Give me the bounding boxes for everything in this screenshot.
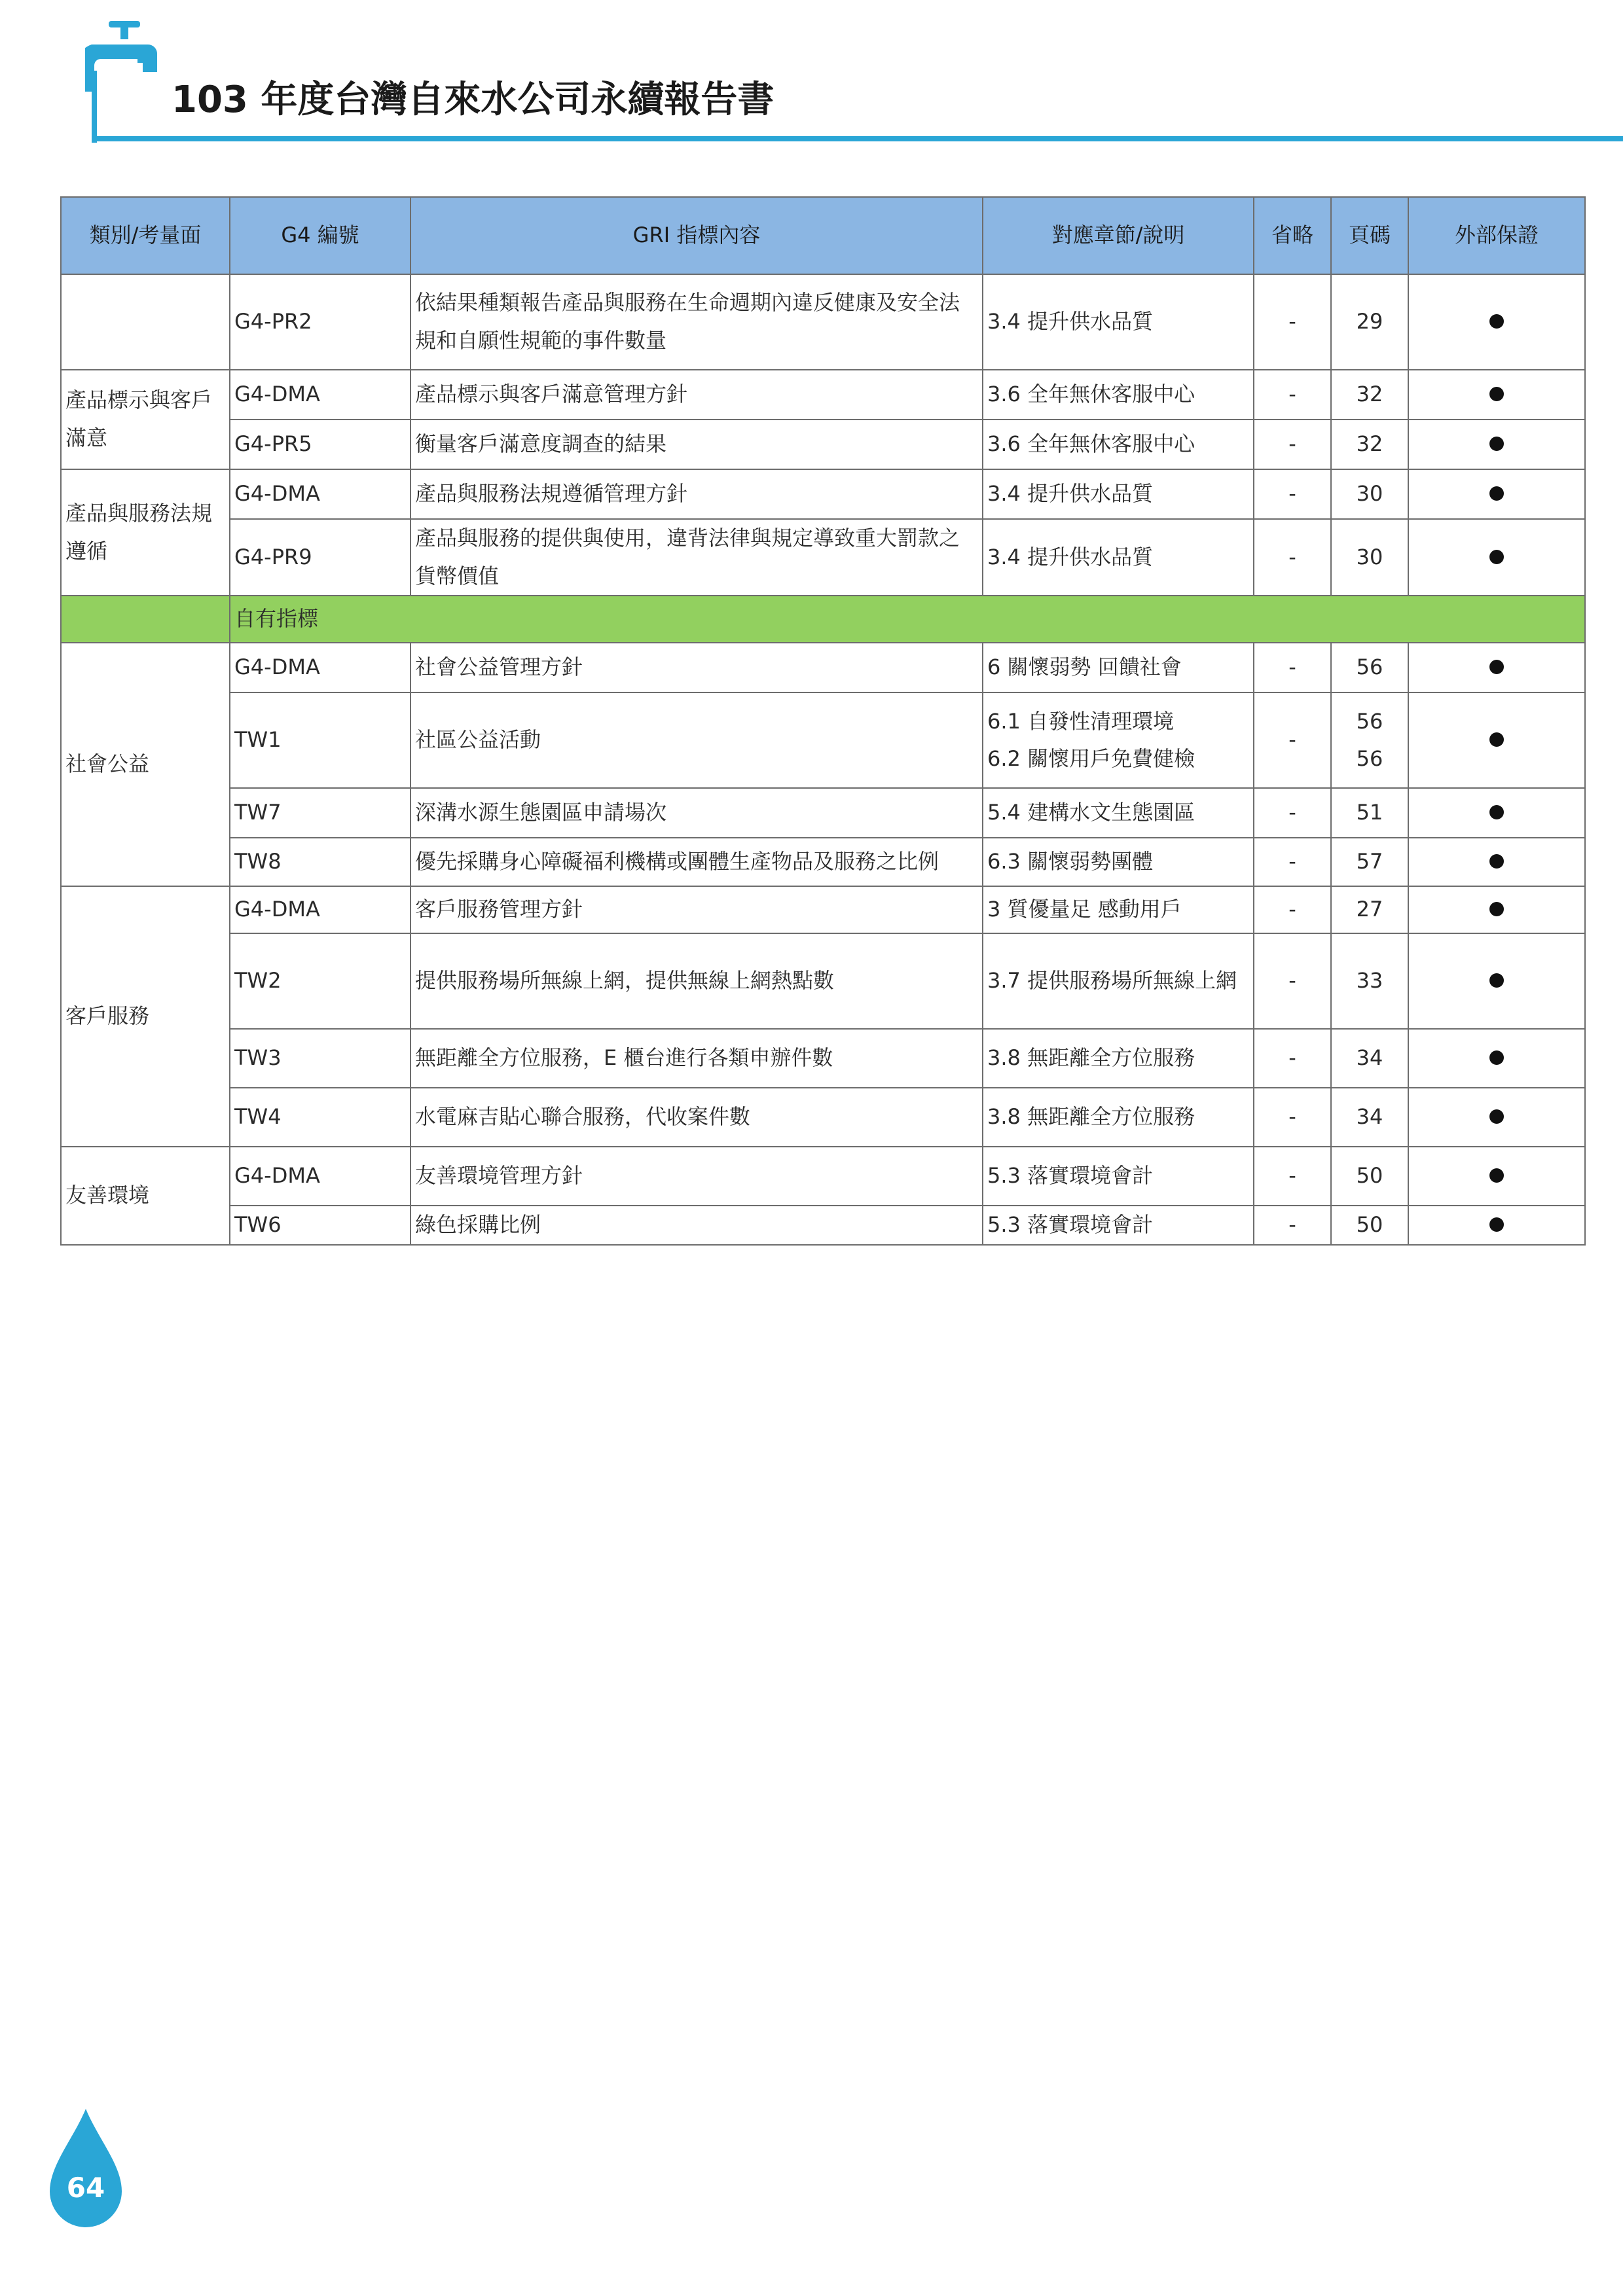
table-row: [61, 1206, 1585, 1245]
column-header-assurance: 外部保證: [1408, 197, 1585, 274]
page-cell: 34: [1331, 1029, 1408, 1088]
chapter-cell: 3.4 提升供水品質: [983, 469, 1254, 519]
table-row: [61, 1029, 1585, 1088]
assurance-cell: [1408, 838, 1585, 886]
omission-cell: -: [1254, 643, 1331, 692]
assurance-cell: [1408, 933, 1585, 1029]
code-cell: G4-DMA: [230, 370, 410, 420]
page-line: 56: [1356, 708, 1383, 734]
assured-bullet-icon: [1489, 314, 1504, 329]
code-cell: G4-DMA: [230, 469, 410, 519]
assurance-cell: [1408, 643, 1585, 692]
content-cell: 深溝水源生態園區申請場次: [410, 788, 983, 838]
code-cell: G4-PR5: [230, 420, 410, 469]
table-row: [61, 370, 1585, 420]
code-cell: G4-DMA: [230, 643, 410, 692]
code-cell: TW1: [230, 692, 410, 788]
chapter-cell: 5.3 落實環境會計: [983, 1206, 1254, 1245]
omission-cell: -: [1254, 788, 1331, 838]
omission-cell: -: [1254, 519, 1331, 596]
assured-bullet-icon: [1489, 660, 1504, 674]
code-cell: G4-DMA: [230, 1147, 410, 1206]
table-row: [61, 692, 1585, 788]
omission-cell: -: [1254, 420, 1331, 469]
table-row: [61, 519, 1585, 596]
content-cell: 依結果種類報告產品與服務在生命週期內違反健康及安全法規和自願性規範的事件數量: [410, 274, 983, 370]
assurance-cell: [1408, 1206, 1585, 1245]
assured-bullet-icon: [1489, 486, 1504, 501]
chapter-cell: 6 關懷弱勢 回饋社會: [983, 643, 1254, 692]
assured-bullet-icon: [1489, 973, 1504, 988]
page-cell: 50: [1331, 1147, 1408, 1206]
category-cell: 友善環境: [61, 1147, 230, 1245]
chapter-cell: 3.8 無距離全方位服務: [983, 1029, 1254, 1088]
table-row: [61, 1088, 1585, 1147]
column-header-chapter: 對應章節/說明: [983, 197, 1254, 274]
page-cell: 29: [1331, 274, 1408, 370]
column-header-code: G4 編號: [230, 197, 410, 274]
content-cell: 產品與服務的提供與使用，違背法律與規定導致重大罰款之貨幣價值: [410, 519, 983, 596]
assurance-cell: [1408, 469, 1585, 519]
table-row: [61, 274, 1585, 370]
header-rule: [92, 136, 1623, 141]
chapter-cell: 3 質優量足 感動用戶: [983, 886, 1254, 933]
assured-bullet-icon: [1489, 550, 1504, 564]
content-cell: 產品標示與客戶滿意管理方針: [410, 370, 983, 420]
table-row: [61, 469, 1585, 519]
page-cell: 32: [1331, 420, 1408, 469]
content-cell: 社會公益管理方針: [410, 643, 983, 692]
column-header-category: 類別/考量面: [61, 197, 230, 274]
chapter-cell: [983, 692, 1254, 788]
gri-index-table: [60, 196, 1586, 1246]
header-rule-vertical: [92, 71, 97, 143]
chapter-cell: 3.4 提升供水品質: [983, 274, 1254, 370]
table-header-row: [61, 197, 1585, 274]
table-row: [61, 420, 1585, 469]
code-cell: TW8: [230, 838, 410, 886]
chapter-cell: 5.3 落實環境會計: [983, 1147, 1254, 1206]
code-cell: TW2: [230, 933, 410, 1029]
category-cell: 產品標示與客戶滿意: [61, 370, 230, 469]
assurance-cell: [1408, 1088, 1585, 1147]
content-cell: 優先採購身心障礙福利機構或團體生產物品及服務之比例: [410, 838, 983, 886]
content-cell: 衡量客戶滿意度調查的結果: [410, 420, 983, 469]
section-row: [61, 596, 1585, 643]
code-cell: G4-DMA: [230, 886, 410, 933]
content-cell: 產品與服務法規遵循管理方針: [410, 469, 983, 519]
chapter-cell: 3.6 全年無休客服中心: [983, 420, 1254, 469]
code-cell: G4-PR9: [230, 519, 410, 596]
page-cell: 32: [1331, 370, 1408, 420]
assured-bullet-icon: [1489, 387, 1504, 401]
page-cell: 30: [1331, 469, 1408, 519]
chapter-cell: 3.7 提供服務場所無線上網: [983, 933, 1254, 1029]
page-cell: 51: [1331, 788, 1408, 838]
omission-cell: -: [1254, 370, 1331, 420]
table-row: [61, 788, 1585, 838]
faucet-icon: [85, 18, 164, 103]
assurance-cell: [1408, 1147, 1585, 1206]
assured-bullet-icon: [1489, 1109, 1504, 1124]
section-spacer-cell: [61, 596, 230, 643]
assured-bullet-icon: [1489, 1217, 1504, 1232]
page-title: 103 年度台灣自來水公司永續報告書: [172, 79, 775, 121]
omission-cell: -: [1254, 933, 1331, 1029]
page-cell: 57: [1331, 838, 1408, 886]
category-cell: 產品與服務法規遵循: [61, 469, 230, 596]
code-cell: G4-PR2: [230, 274, 410, 370]
content-cell: 提供服務場所無線上網，提供無線上網熱點數: [410, 933, 983, 1029]
chapter-line: 6.1 自發性清理環境: [987, 708, 1175, 734]
assurance-cell: [1408, 519, 1585, 596]
assured-bullet-icon: [1489, 732, 1504, 747]
chapter-line: 6.2 關懷用戶免費健檢: [987, 746, 1195, 772]
assurance-cell: [1408, 274, 1585, 370]
assured-bullet-icon: [1489, 437, 1504, 451]
table-row: [61, 933, 1585, 1029]
omission-cell: -: [1254, 1147, 1331, 1206]
assured-bullet-icon: [1489, 1050, 1504, 1065]
assurance-cell: [1408, 1029, 1585, 1088]
assurance-cell: [1408, 788, 1585, 838]
omission-cell: -: [1254, 1206, 1331, 1245]
page-number: 64: [66, 2172, 105, 2204]
assurance-cell: [1408, 692, 1585, 788]
code-cell: TW3: [230, 1029, 410, 1088]
chapter-cell: 3.8 無距離全方位服務: [983, 1088, 1254, 1147]
assurance-cell: [1408, 370, 1585, 420]
chapter-cell: 6.3 關懷弱勢團體: [983, 838, 1254, 886]
omission-cell: -: [1254, 274, 1331, 370]
water-drop-icon: [47, 2106, 124, 2231]
code-cell: TW6: [230, 1206, 410, 1245]
page-cell: 27: [1331, 886, 1408, 933]
omission-cell: -: [1254, 1088, 1331, 1147]
omission-cell: -: [1254, 838, 1331, 886]
column-header-content: GRI 指標內容: [410, 197, 983, 274]
chapter-cell: 3.6 全年無休客服中心: [983, 370, 1254, 420]
omission-cell: -: [1254, 692, 1331, 788]
omission-cell: -: [1254, 1029, 1331, 1088]
assurance-cell: [1408, 420, 1585, 469]
assured-bullet-icon: [1489, 902, 1504, 916]
assured-bullet-icon: [1489, 805, 1504, 819]
content-cell: 社區公益活動: [410, 692, 983, 788]
table-row: [61, 1147, 1585, 1206]
category-cell: [61, 274, 230, 370]
page-line: 56: [1356, 746, 1383, 772]
content-cell: 水電麻吉貼心聯合服務，代收案件數: [410, 1088, 983, 1147]
page-cell: 50: [1331, 1206, 1408, 1245]
table-row: [61, 643, 1585, 692]
category-cell: 社會公益: [61, 643, 230, 886]
page-cell: 34: [1331, 1088, 1408, 1147]
code-cell: TW4: [230, 1088, 410, 1147]
page-cell: 33: [1331, 933, 1408, 1029]
code-cell: TW7: [230, 788, 410, 838]
assured-bullet-icon: [1489, 1168, 1504, 1183]
table-row: [61, 886, 1585, 933]
content-cell: 友善環境管理方針: [410, 1147, 983, 1206]
assured-bullet-icon: [1489, 854, 1504, 869]
column-header-omission: 省略: [1254, 197, 1331, 274]
content-cell: 客戶服務管理方針: [410, 886, 983, 933]
column-header-page: 頁碼: [1331, 197, 1408, 274]
page-cell: [1331, 692, 1408, 788]
assurance-cell: [1408, 886, 1585, 933]
omission-cell: -: [1254, 886, 1331, 933]
omission-cell: -: [1254, 469, 1331, 519]
page-cell: 56: [1331, 643, 1408, 692]
category-cell: 客戶服務: [61, 886, 230, 1147]
section-label: 自有指標: [230, 596, 1585, 643]
content-cell: 無距離全方位服務，E 櫃台進行各類申辦件數: [410, 1029, 983, 1088]
page-cell: 30: [1331, 519, 1408, 596]
chapter-cell: 5.4 建構水文生態園區: [983, 788, 1254, 838]
chapter-cell: 3.4 提升供水品質: [983, 519, 1254, 596]
table-row: [61, 838, 1585, 886]
content-cell: 綠色採購比例: [410, 1206, 983, 1245]
